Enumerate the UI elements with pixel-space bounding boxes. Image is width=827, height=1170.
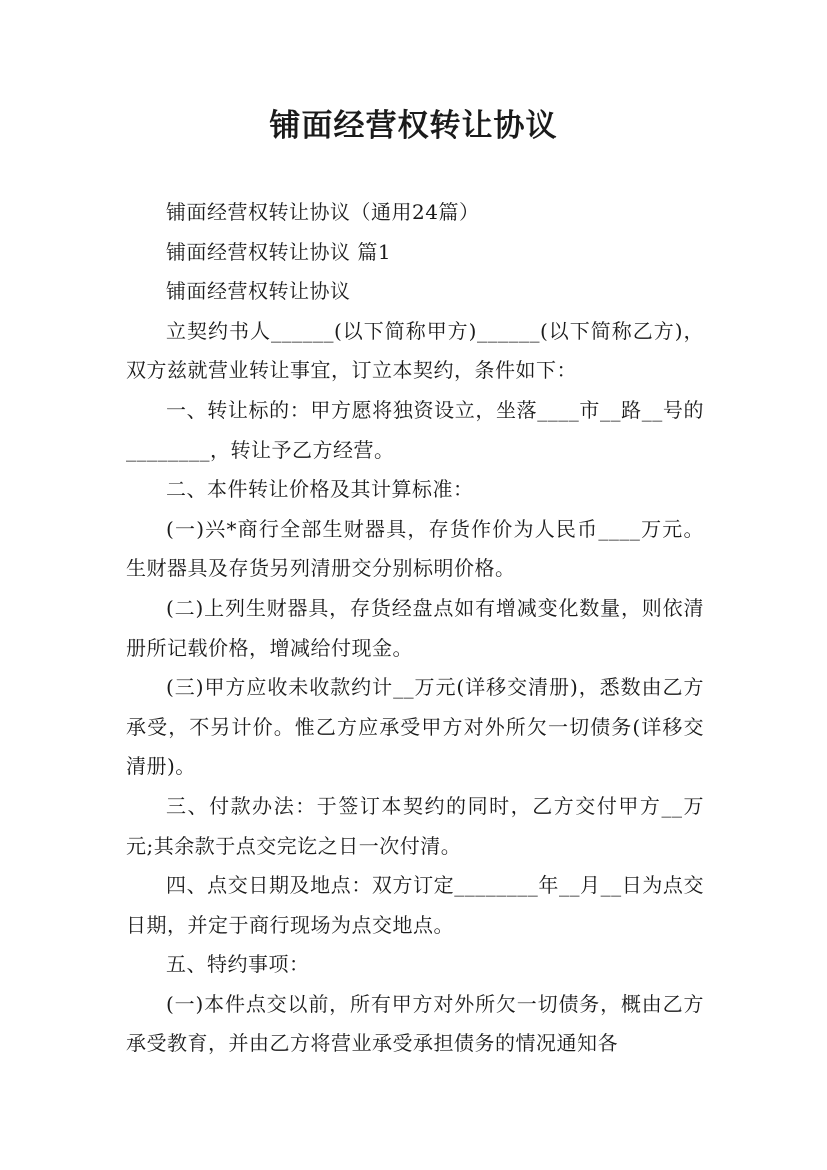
paragraph-subtitle: 铺面经营权转让协议（通用24篇）: [166, 200, 480, 224]
paragraph-clause-2-1: (一)兴*商行全部生财器具，存货作价为人民币____万元。生财器具及存货另列清册交分别标明价格。: [126, 516, 704, 581]
paragraph-parties: 立契约书人______(以下简称甲方)______(以下简称乙方)，双方兹就营业转让事宜，订立本契约，条件如下：: [126, 318, 704, 383]
paragraph-section-heading: 铺面经营权转让协议 篇1: [166, 239, 392, 264]
document-title: 铺面经营权转让协议: [269, 108, 558, 144]
paragraph-clause-5-1: (一)本件点交以前，所有甲方对外所欠一切债务，概由乙方承受教育，并由乙方将营业承受承担债务的情况通知各: [126, 991, 704, 1056]
paragraph-clause-2: 二、本件转让价格及其计算标准：: [166, 477, 474, 502]
paragraph-clause-5: 五、特约事项：: [166, 952, 310, 977]
paragraph-clause-4: 四、点交日期及地点：双方订定________年__月__日为点交日期，并定于商行现场为点交地点。: [126, 873, 704, 937]
paragraph-clause-3: 三、付款办法：于签订本契约的同时，乙方交付甲方__万元;其余款于点交完讫之日一次付清。: [126, 793, 704, 858]
paragraph-clause-2-2: (二)上列生财器具，存货经盘点如有增减变化数量，则依清册所记载价格，增减给付现金。: [126, 595, 704, 660]
paragraph-contract-name: 铺面经营权转让协议: [166, 279, 351, 304]
paragraph-clause-1: 一、转让标的：甲方愿将独资设立，坐落____市__路__号的________，转让予乙方经营。: [126, 397, 704, 462]
document-body: [126, 193, 704, 1064]
paragraph-clause-2-3: (三)甲方应收未收款约计__万元(详移交清册)，悉数由乙方承受，不另计价。惟乙方应承受甲方对外所欠一切债务(详移交清册)。: [126, 675, 704, 779]
